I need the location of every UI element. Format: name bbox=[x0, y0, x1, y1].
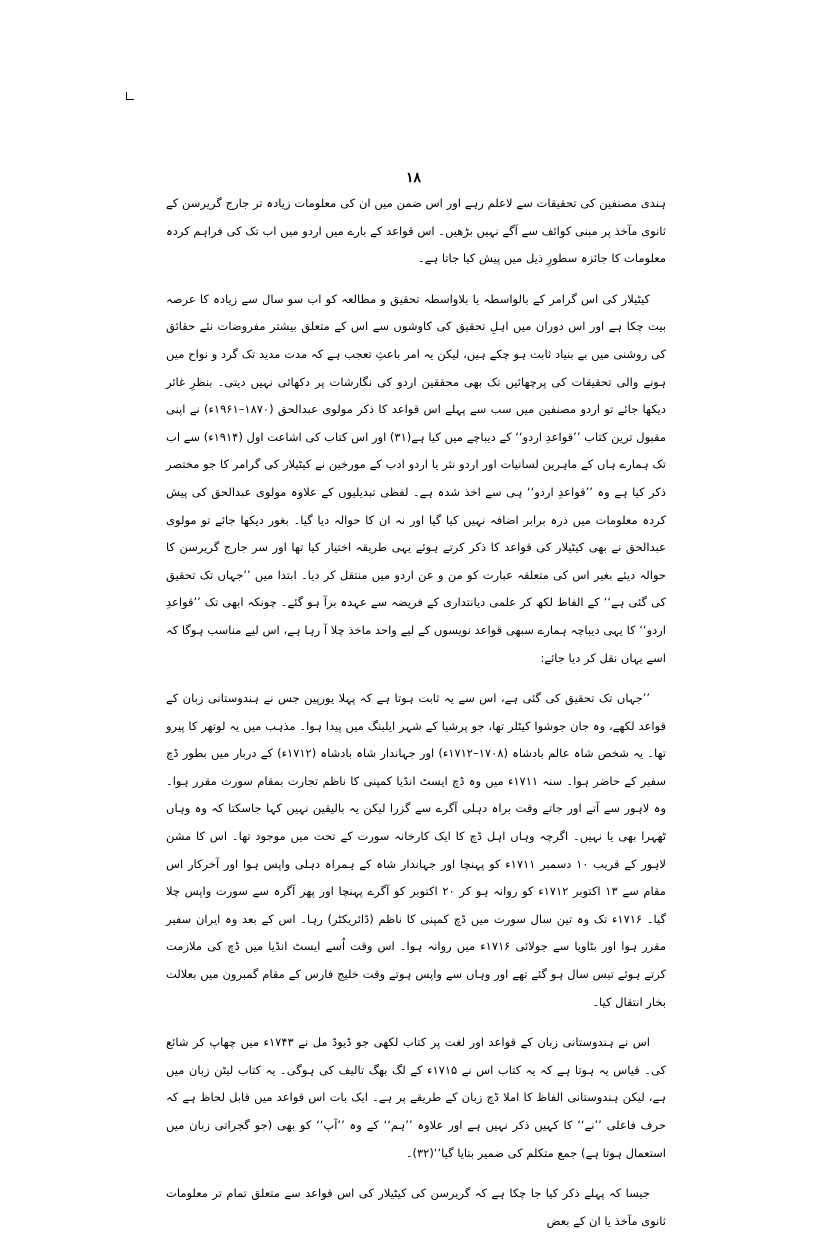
paragraph-3-quote: ’’جہاں تک تحقیق کی گئی ہے، اس سے یہ ثابت ہوتا ہے کہ پہلا یورپین جس نے ہندوستانی زبان کے قواعد لکھے، وہ جان جوشوا کیٹلر تھا، جو پرشیا کے شہر ایلبنگ میں پیدا ہوا۔ مذہب میں یہ لوتھر کا پیرو تھا۔ یہ شخص شاہ عالم بادشاہ (۱۷۰۸–۱۷۱۲ء) اور جہاندار شاہ بادشاہ (۱۷۱۲ء) کے دربار میں بطور ڈچ سفیر کے حاضر ہوا۔ سنہ ۱۷۱۱ء میں وہ ڈچ ایسٹ انڈیا کمپنی کا ناظم تجارت بمقام سورت مقرر ہوا۔ وہ لاہور سے آتے اور جاتے وقت براہ دہلی آگرے سے گزرا لیکن یہ بالیقین نہیں کہا جاسکتا کہ وہ وہاں ٹھہرا بھی یا نہیں۔ اگرچہ وہاں اہل ڈچ کا ایک کارخانہ سورت کے تحت میں موجود تھا۔ اس کا مشن لاہور کے قریب ۱۰ دسمبر ۱۷۱۱ء کو پہنچا اور جہاندار شاہ کے ہمراہ دہلی واپس ہوا اور آخرکار اس مقام سے ۱۳ اکتوبر ۱۷۱۲ء کو روانہ ہو کر ۲۰ اکتوبر کو آگرے پہنچا اور پھر آگرہ سے سورت واپس چلا گیا۔ ۱۷۱۶ء تک وہ تین سال سورت میں ڈچ کمپنی کا ناظم (ڈائریکٹر) رہا۔ اس کے بعد وہ ایران سفیر مقرر ہوا اور بٹاویا سے جولائی ۱۷۱۶ء میں روانہ ہوا۔ اس وقت اُسے ایسٹ انڈیا میں ڈچ کی ملازمت کرتے ہوئے تیس سال ہو گئے تھے اور وہاں سے واپس ہوتے وقت خلیج فارس کے مقام گمبرون میں بعلالت بخار انتقال کیا۔ bbox=[166, 691, 667, 1009]
page-number: ۱۸ bbox=[405, 170, 422, 186]
paragraph-1: ہندی مصنفین کی تحقیقات سے لاعلم رہے اور اس ضمن میں ان کی معلومات زیادہ تر جارج گریرسن کے ثانوی مآخذ پر مبنی کوائف سے آگے نہیں بڑھیں۔ اس قواعد کے بارے میں اردو میں اب تک کی فراہم کردہ معلومات کا جائزہ سطورِ ذیل میں پیش کیا جاتا ہے۔ bbox=[166, 196, 666, 266]
body-text bbox=[166, 190, 666, 1248]
paragraph-4-quote: اس نے ہندوستانی زبان کے قواعد اور لغت پر کتاب لکھی جو ڈیوڈ مل نے ۱۷۴۳ء میں چھاپ کر شائع کی۔ قیاس یہ ہوتا ہے کہ یہ کتاب اس نے ۱۷۱۵ء کے لگ بھگ تالیف کی ہوگی۔ یہ کتاب لیٹن زبان میں ہے، لیکن ہندوستانی الفاظ کا املا ڈچ زبان کے طریقے پر ہے۔ ایک بات اس قواعد میں قابل لحاظ ہے کہ حرف فاعلی ’’نے‘‘ کا کہیں ذکر نہیں ہے اور علاوہ ’’ہم‘‘ کے وہ ’’آپ‘‘ کو بھی (جو گجراتی زبان میں استعمال ہوتا ہے) جمع متکلم کی ضمیر بتایا گیا‘‘(۳۲)۔ bbox=[166, 1035, 667, 1160]
paragraph-2: کیٹیلار کی اس گرامر کے بالواسطہ یا بلاواسطہ تحقیق و مطالعہ کو اب سو سال سے زیادہ کا عرصہ بیت چکا ہے اور اس دوران میں اہلِ تحقیق کی کاوشوں سے اس کے متعلق بیشتر مفروضات نئے حقائق کی روشنی میں بے بنیاد ثابت ہو چکے ہیں، لیکن یہ امر باعثِ تعجب ہے کہ مدت مدید تک گرد و نواح میں ہونے والی تحقیقات کی پرچھائیں تک بھی محققین اردو کی نگارشات پر دکھائی نہیں دیتی۔ بنظرِ غائر دیکھا جائے تو اردو مصنفین میں سب سے پہلے اس قواعد کا ذکر مولوی عبدالحق (۱۸۷۰–۱۹۶۱ء) نے اپنی مقبول ترین کتاب ’’قواعدِ اردو‘‘ کے دیباچے میں کیا ہے(۳۱) اور اس کتاب کی اشاعت اول (۱۹۱۴ء) سے اب تک ہمارے ہاں کے ماہرین لسانیات اور اردو نثر یا اردو ادب کے مورخین نے کیٹیلار کی گرامر کا جو مختصر ذکر کیا ہے وہ ’’قواعدِ اردو‘‘ ہی سے اخذ شدہ ہے۔ لفظی تبدیلیوں کے علاوہ مولوی عبدالحق کی پیش کردہ معلومات میں ذرہ برابر اضافہ نہیں کیا گیا اور نہ ان کا حوالہ دیا گیا۔ بغور دیکھا جائے تو مولوی عبدالحق نے بھی کیٹیلار کی قواعد کا ذکر کرتے ہوئے یہی طریقہ اختیار کیا تھا اور سر جارج گریرسن کا حوالہ دیئے بغیر اس کی متعلقہ عبارت کو من و عن اردو میں منتقل کر دیا۔ ابتدا میں ’’جہاں تک تحقیق کی گئی ہے‘‘ کے الفاظ لکھ کر علمی دیانتداری کے فریضہ سے عہدہ برآ ہو گئے۔ چونکہ ابھی تک ’’قواعدِ اردو‘‘ کا یہی دیباچہ ہمارے سبھی قواعد نویسوں کے لیے واحد ماخذ چلا آ رہا ہے، اس لیے مناسب ہوگا کہ اسے یہاں نقل کر دیا جائے: bbox=[166, 291, 666, 665]
crop-mark bbox=[126, 92, 134, 100]
paragraph-5: جیسا کہ پہلے ذکر کیا جا چکا ہے کہ گریرسن کی کیٹیلار کی اس قواعد سے متعلق تمام تر معلومات ثانوی مآخذ یا ان کے بعض bbox=[166, 1186, 666, 1228]
